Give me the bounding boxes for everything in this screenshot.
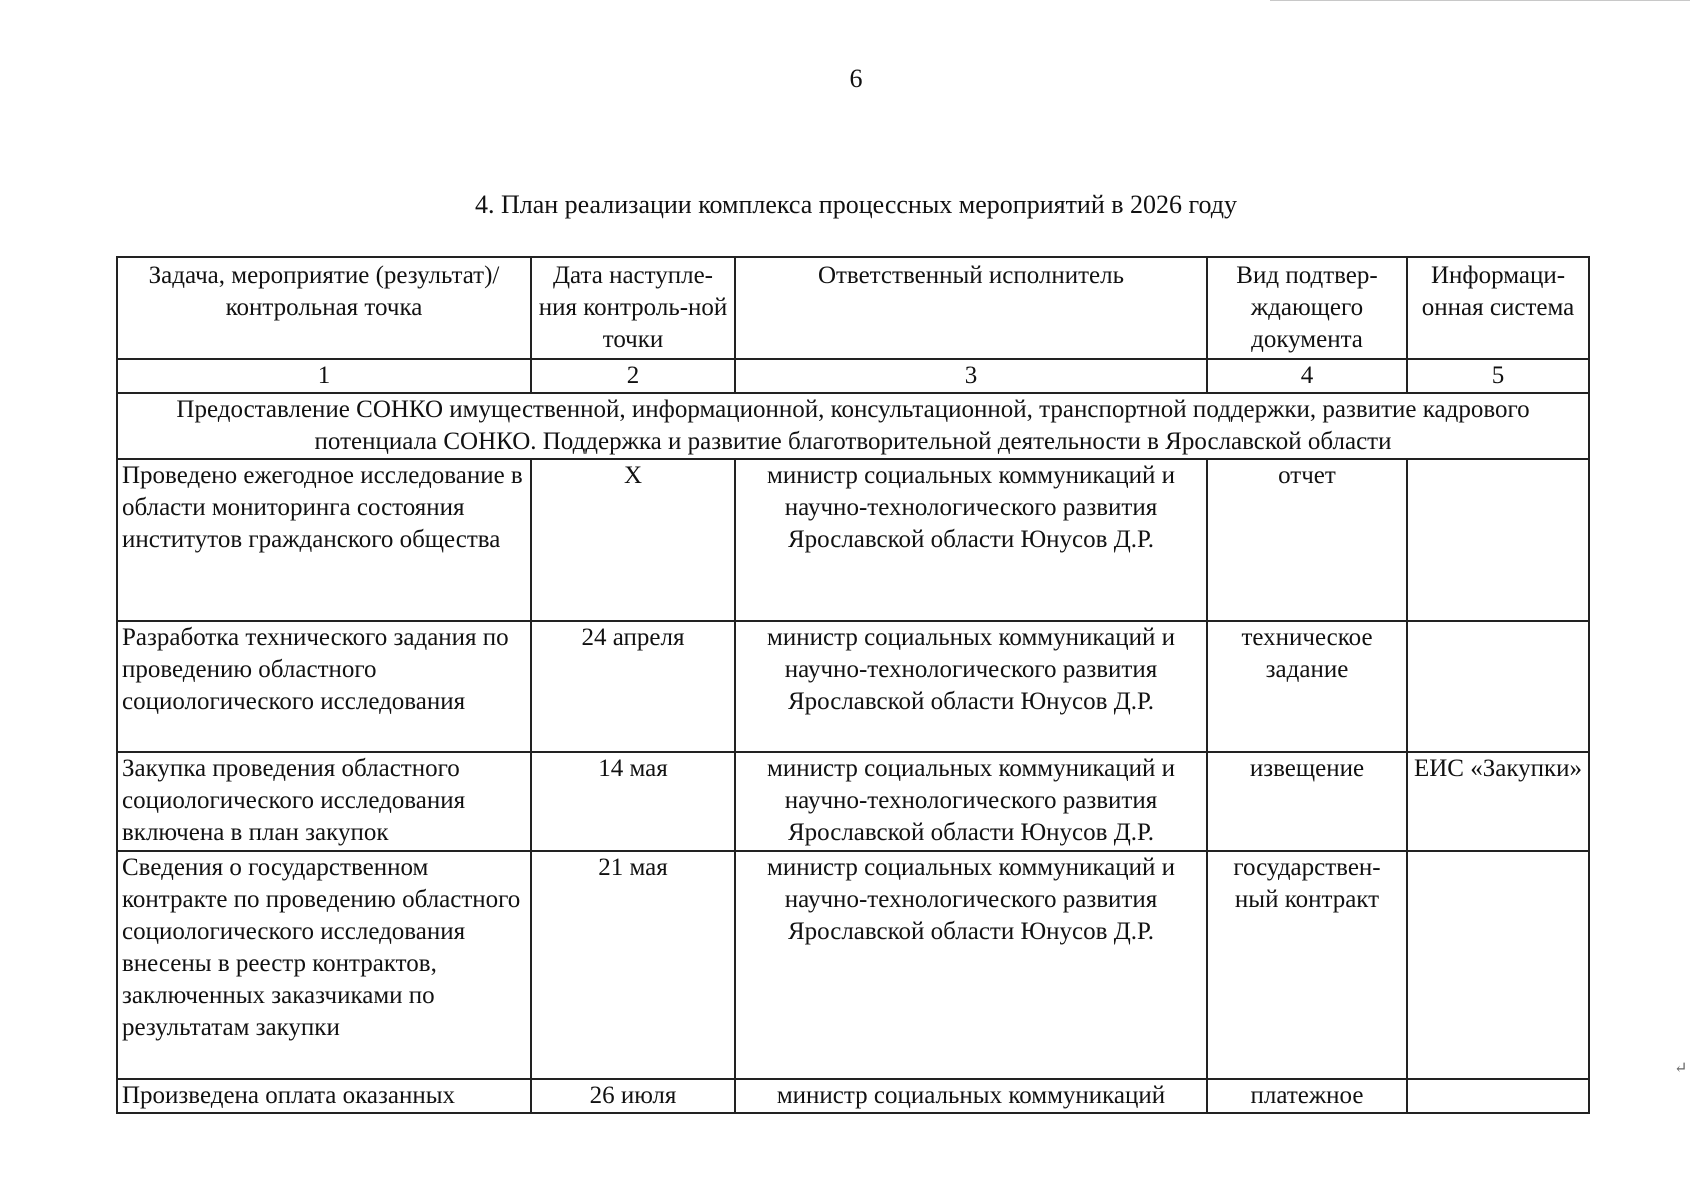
system-cell: ЕИС «Закупки»	[1407, 752, 1589, 851]
task-cell: Закупка проведения областного социологического исследования включена в план закупок	[117, 752, 531, 851]
executor-cell: министр социальных коммуникаций и научно-технологического развития Ярославской области Юнусов Д.Р.	[735, 459, 1207, 621]
column-number: 2	[531, 359, 735, 393]
date-cell: X	[531, 459, 735, 621]
header-document: Вид подтвер-ждающего документа	[1207, 257, 1407, 359]
table-header-row	[117, 257, 1589, 359]
executor-cell: министр социальных коммуникаций и научно-технологического развития Ярославской области Юнусов Д.Р.	[735, 752, 1207, 851]
document-cell: техническое задание	[1207, 621, 1407, 752]
executor-cell: министр социальных коммуникаций и научно-технологического развития Ярославской области Юнусов Д.Р.	[735, 851, 1207, 1079]
page-top-rule	[1270, 0, 1690, 1]
section-title: Предоставление СОНКО имущественной, информационной, консультационной, транспортной поддержки, развитие кадрового потенциала СОНКО. Поддержка и развитие благотворительной деятельности в Ярославской области	[117, 393, 1589, 459]
document-cell: извещение	[1207, 752, 1407, 851]
column-number: 1	[117, 359, 531, 393]
date-cell: 24 апреля	[531, 621, 735, 752]
date-cell: 21 мая	[531, 851, 735, 1079]
system-cell	[1407, 851, 1589, 1079]
system-cell	[1407, 1079, 1589, 1113]
date-cell: 14 мая	[531, 752, 735, 851]
document-title: 4. План реализации комплекса процессных мероприятий в 2026 году	[474, 190, 1238, 219]
column-number-row	[117, 359, 1589, 393]
document-cell: отчет	[1207, 459, 1407, 621]
task-cell: Разработка технического задания по проведению областного социологического исследования	[117, 621, 531, 752]
header-system: Информаци-онная система	[1407, 257, 1589, 359]
scan-edge-mark: ↵	[1674, 1060, 1688, 1077]
document-cell: государствен-ный контракт	[1207, 851, 1407, 1079]
header-date: Дата наступле-ния контроль-ной точки	[531, 257, 735, 359]
executor-cell: министр социальных коммуникаций	[735, 1079, 1207, 1113]
page-number: 6	[849, 64, 863, 93]
column-number: 3	[735, 359, 1207, 393]
executor-cell: министр социальных коммуникаций и научно-технологического развития Ярославской области Юнусов Д.Р.	[735, 621, 1207, 752]
task-cell: Проведено ежегодное исследование в области мониторинга состояния институтов гражданского общества	[117, 459, 531, 621]
column-number: 4	[1207, 359, 1407, 393]
table-row	[117, 621, 1589, 752]
task-cell: Сведения о государственном контракте по проведению областного социологического исследования внесены в реестр контрактов, заключенных заказчиками по результатам закупки	[117, 851, 531, 1079]
header-task: Задача, мероприятие (результат)/ контрольная точка	[117, 257, 531, 359]
system-cell	[1407, 621, 1589, 752]
table-row	[117, 459, 1589, 621]
table-row	[117, 752, 1589, 851]
system-cell	[1407, 459, 1589, 621]
date-cell: 26 июля	[531, 1079, 735, 1113]
table-row	[117, 851, 1589, 1079]
header-executor: Ответственный исполнитель	[735, 257, 1207, 359]
task-cell: Произведена оплата оказанных	[117, 1079, 531, 1113]
column-number: 5	[1407, 359, 1589, 393]
document-cell: платежное	[1207, 1079, 1407, 1113]
table-row	[117, 1079, 1589, 1113]
plan-table	[116, 256, 1590, 1114]
section-row	[117, 393, 1589, 459]
